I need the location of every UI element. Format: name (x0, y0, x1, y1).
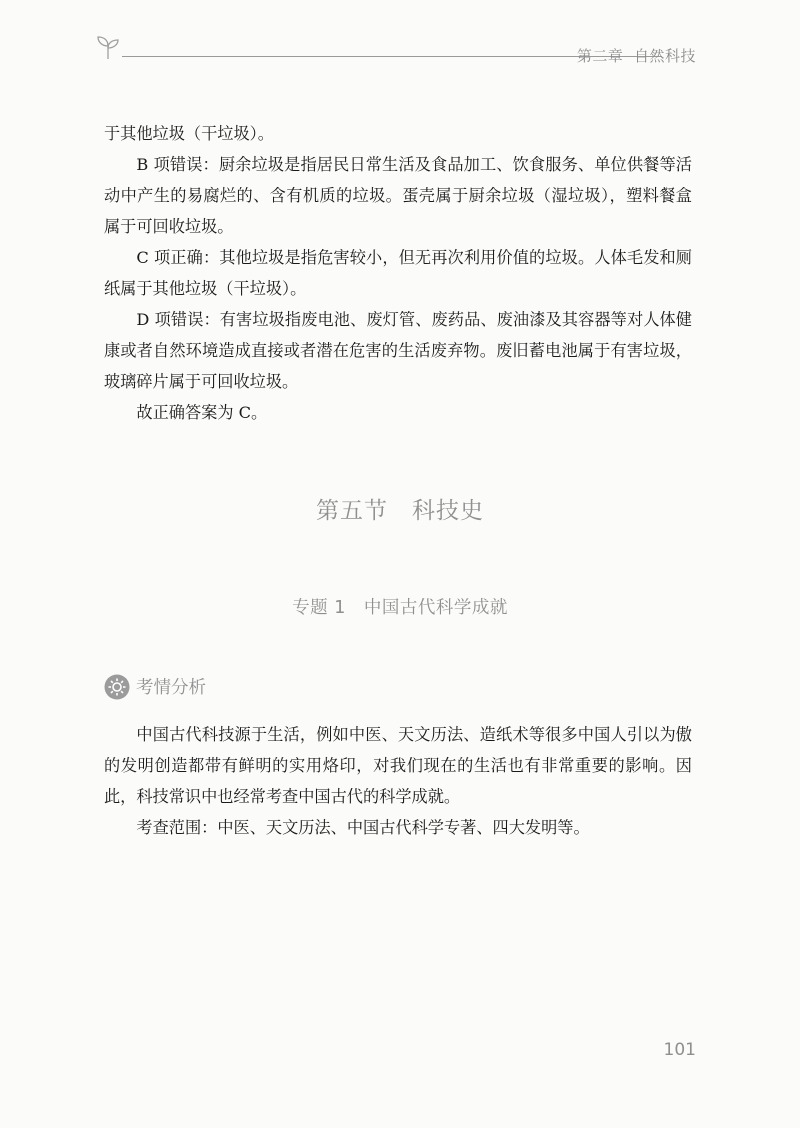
running-head (577, 45, 696, 66)
topic-title: 专题 1 中国古代科学成就 (292, 598, 508, 618)
analysis-body (104, 719, 692, 843)
paragraph-option-d: D 项错误：有害垃圾指废电池、废灯管、废药品、废油漆及其容器等对人体健康或者自然环境造成直接或者潜在危害的生活废弃物。废旧蓄电池属于有害垃圾，玻璃碎片属于可回收垃圾。 (104, 310, 692, 391)
answer-explanation (104, 118, 692, 428)
analysis-paragraph: 中国古代科技源于生活，例如中医、天文历法、造纸术等很多中国人引以为傲的发明创造都带有鲜明的实用烙印，对我们现在的生活也有非常重要的影响。因此，科技常识中也经常考查中国古代的科学成就。 (104, 725, 692, 806)
page-header (96, 30, 696, 70)
analysis-scope: 考查范围：中医、天文历法、中国古代科学专著、四大发明等。 (136, 818, 590, 837)
gear-icon (104, 674, 130, 700)
paragraph-continuation: 于其他垃圾（干垃圾）。 (104, 124, 274, 143)
paragraph-option-b: B 项错误：厨余垃圾是指居民日常生活及食品加工、饮食服务、单位供餐等活动中产生的易腐烂的、含有机质的垃圾。蛋壳属于厨余垃圾（湿垃圾），塑料餐盒属于可回收垃圾。 (104, 155, 692, 236)
paragraph-option-c: C 项正确：其他垃圾是指危害较小，但无再次利用价值的垃圾。人体毛发和厕纸属于其他垃圾（干垃圾）。 (104, 248, 692, 298)
sprout-icon (96, 34, 120, 60)
chapter-number: 第二章 (576, 47, 624, 65)
section-title: 第五节 科技史 (316, 498, 484, 524)
analysis-label: 考情分析 (136, 678, 206, 698)
page-number: 101 (663, 1040, 696, 1060)
paragraph-answer: 故正确答案为 C。 (136, 403, 268, 422)
chapter-title: 自然科技 (633, 47, 696, 65)
